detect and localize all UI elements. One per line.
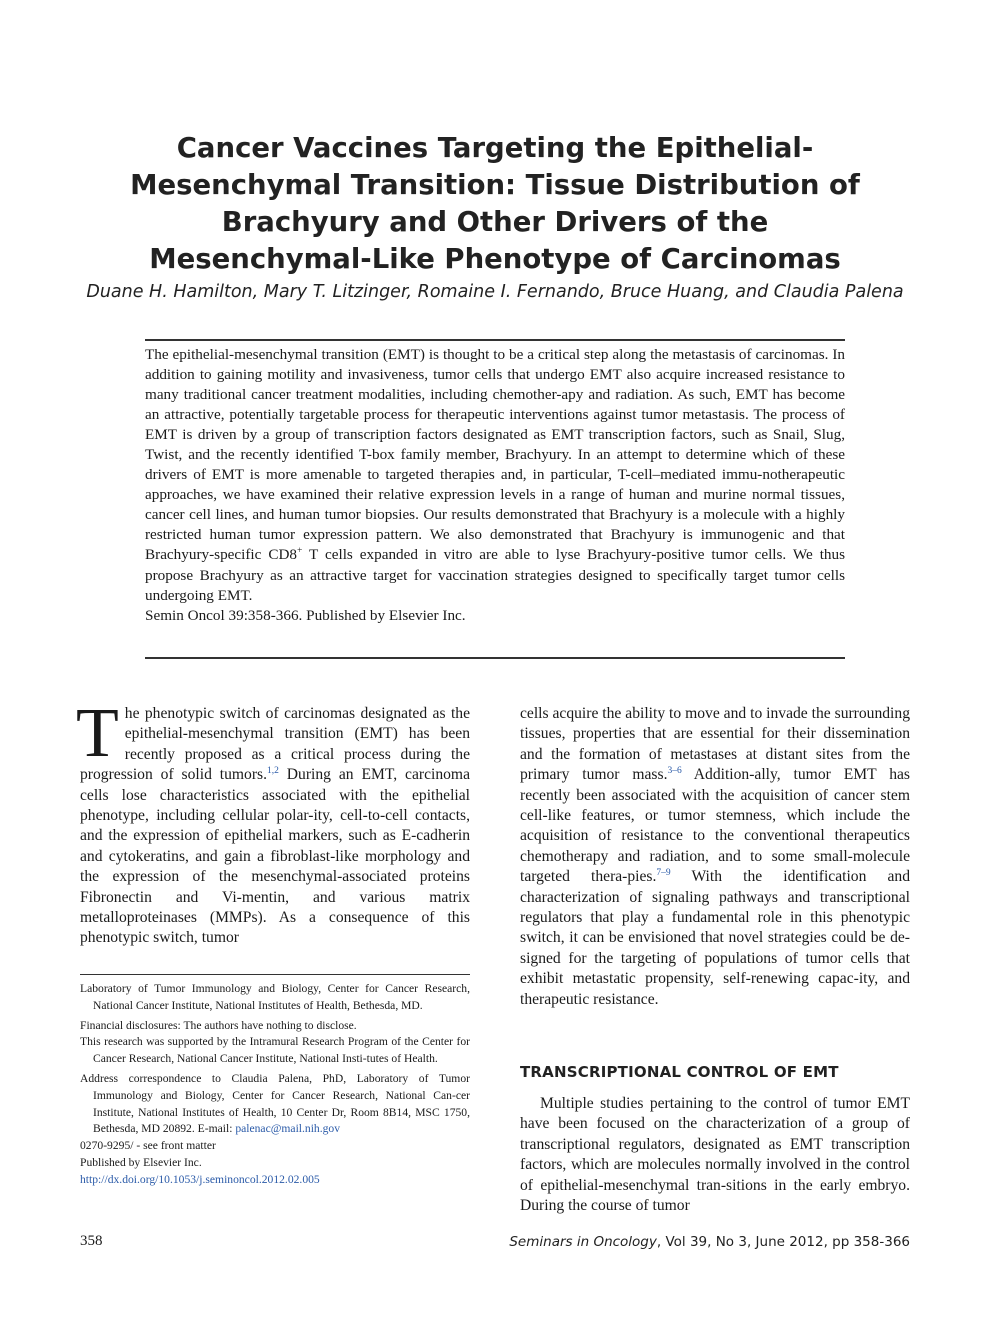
reference-link[interactable]: 1,2 xyxy=(267,766,279,777)
abstract-bottom-rule xyxy=(145,657,845,659)
intro-text-1: he phenotypic switch of carcinomas designated as the epithelial-mesenchymal transition (EMT) has been recently proposed as a critical process during the progression of solid tumors. xyxy=(80,705,470,784)
title-line: Mesenchymal-Like Phenotype of Carcinomas xyxy=(149,243,841,276)
footnote-support: This research was supported by the Intramural Research Program of the Center for Cancer Research, National Cancer Institute, National Insti-tutes of Health. xyxy=(80,1035,470,1066)
intro-text-3: cells acquire the ability to move and to invade the surrounding tissues, properties that are essential for their dissemination and the formation of metastases at distant sites from the primary tumor mass. xyxy=(520,705,910,784)
drop-cap: T xyxy=(76,695,119,772)
right-column xyxy=(520,704,910,1010)
author-list: Duane H. Hamilton, Mary T. Litzinger, Romaine I. Fernando, Bruce Huang, and Claudia Palena xyxy=(86,282,904,302)
abstract-citation: Semin Oncol 39:358-366. Published by Elsevier Inc. xyxy=(145,606,466,624)
footnote-correspondence xyxy=(80,1071,470,1138)
intro-text-5: With the identification and characterization of signaling pathways and transcriptional regulators that play a fundamental role in this phenotypic switch, it can be envisioned that novel strategies could be de-signed for the targeting of populations of tumor cells that exhibit metastatic propensity, self-renewing capac-ity, and therapeutic resistance. xyxy=(520,868,910,1008)
abstract-part-2: T cells expanded in vitro are able to lyse Brachyury-positive tumor cells. We thus propose Brachyury as an attractive target for vaccination strategies designed to specifically target tumor cells undergoing EMT. xyxy=(145,546,846,604)
abstract-superscript: + xyxy=(297,546,303,557)
email-link[interactable]: palenac@mail.nih.gov xyxy=(235,1122,341,1136)
doi-link[interactable]: http://dx.doi.org/10.1053/j.seminoncol.2012.02.005 xyxy=(80,1172,320,1186)
intro-paragraph-continued xyxy=(520,704,910,1010)
footnotes xyxy=(80,981,470,1189)
page-number: 358 xyxy=(80,1233,103,1249)
journal-citation xyxy=(509,1234,910,1250)
footnote-publisher: Published by Elsevier Inc. xyxy=(80,1155,202,1169)
journal-name: Seminars in Oncology xyxy=(509,1234,657,1250)
intro-text-2: During an EMT, carcinoma cells lose characteristics associated with the epithelial phenotype, including cellular polar-ity, cell-to-cell contacts, and the expression of epithelial markers, such as E-cadherin and cytokeratins, and gain a fibroblast-like morphology and the expression of the mesenchymal-associated proteins Fibronectin and Vi-mentin, and various matrix metalloproteinases (MMPs). As a consequence of this phenotypic switch, tumor xyxy=(80,766,470,947)
footnote-affiliation: Laboratory of Tumor Immunology and Biology, Center for Cancer Research, National Cancer Institute, National Institutes of Health, Bethesda, MD. xyxy=(80,982,470,1012)
reference-link[interactable]: 3–6 xyxy=(667,766,682,777)
title-line: Mesenchymal Transition: Tissue Distribution of xyxy=(130,169,860,202)
journal-details: , Vol 39, No 3, June 2012, pp 358-366 xyxy=(656,1234,910,1250)
footnote-issn: 0270-9295/ - see front matter xyxy=(80,1139,216,1153)
footnote-disclosure: Financial disclosures: The authors have nothing to disclose. xyxy=(80,1018,357,1032)
abstract-part-1: The epithelial-mesenchymal transition (EMT) is thought to be a critical step along the metastasis of carcinomas. In addition to gaining motility and invasiveness, tumor cells that undergo EMT also acquire increased resistance to many traditional cancer treatment modalities, including chemother-apy and radiation. As such, EMT has become an attractive, potentially targetable process for therapeutic interventions against tumor metastasis. The process of EMT is driven by a group of transcription factors designated as EMT transcription factors, such as Snail, Slug, Twist, and the recently identified T-box family member, Brachyury. In an attempt to determine which of these drivers of EMT is more amenable to targeted therapies and, in particular, T-cell–mediated immu-notherapeutic approaches, we have examined their relative expression levels in a range of human and murine normal tissues, cancer cell lines, and human tumor biopsies. Our results demonstrated that Brachyury is a molecule with a highly restricted human tumor expression pattern. We also demonstrated that Brachyury is immunogenic and that Brachyury-specific CD8 xyxy=(145,346,845,564)
left-column xyxy=(76,695,470,949)
reference-link[interactable]: 7–9 xyxy=(656,868,671,879)
article-title xyxy=(100,130,890,278)
abstract-top-rule xyxy=(145,339,845,341)
abstract xyxy=(145,345,845,626)
abstract-text xyxy=(145,345,845,606)
title-line: Brachyury and Other Drivers of the xyxy=(221,206,769,239)
title-line: Cancer Vaccines Targeting the Epithelial- xyxy=(176,132,814,165)
footnote-rule xyxy=(80,974,470,975)
section-heading: TRANSCRIPTIONAL CONTROL OF EMT xyxy=(520,1063,839,1081)
correspondence-text: Address correspondence to Claudia Palena, PhD, Laboratory of Tumor Immunology and Biology, Center for Cancer Research, National Can-cer Institute, National Institutes of Health, 10 Center Dr, Room 8B14, MSC 1750, Bethesda, MD 20892. E-mail: xyxy=(80,1071,470,1136)
intro-paragraph xyxy=(76,695,470,949)
section-paragraph: Multiple studies pertaining to the control of tumor EMT have been focused on the characterization of a group of transcriptional regulators, designated as EMT transcription factors, which are molecules normally involved in the control of epithelial-mesenchymal tran-sitions in the early embryo. During the course of tumor xyxy=(520,1095,910,1215)
intro-text-4: Addition-ally, tumor EMT has recently been associated with the acquisition of cancer stem cell-like features, or tumor stemness, which include the acquisition of resistance to the conventional therapeutics chemotherapy and radiation, and to some small-molecule targeted thera-pies. xyxy=(520,766,911,886)
